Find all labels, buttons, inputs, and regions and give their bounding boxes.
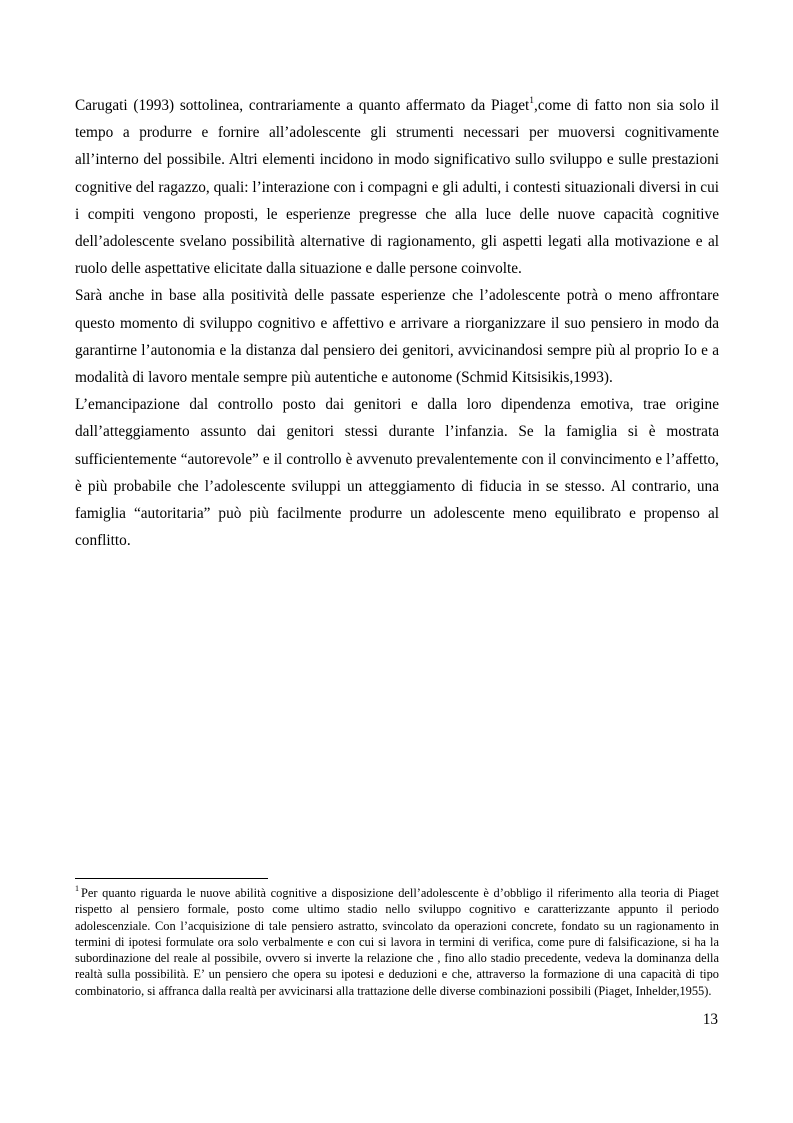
footnote-text: Per quanto riguarda le nuove abilità cognitive a disposizione dell’adolescente è d’obbligo il riferimento alla teoria di Piaget rispetto al pensiero formale, posto come ultimo stadio nello sviluppo cognitivo e caratterizzante appunto il periodo adolescenziale. Con l’acquisizione di tale pensiero astratto, svincolato da operazioni concrete, fondato su un ragionamento in termini di ipotesi formulate ora solo verbalmente e con cui si lavora in termini di verifica, come pure di falsificazione, si ha la subordinazione del reale al possibile, ovvero si inverte la relazione che , fino allo stadio precedente, vedeva la dominanza della realtà sulla possibilità. E’ un pensiero che opera su ipotesi e deduzioni e che, attraverso la formazione di una capacità di tipo combinatorio, si affranca dalla realtà per avvicinarsi alla trattazione delle diverse combinazioni possibili (Piaget, Inhelder,1955). [75,886,719,998]
body-text [75,92,719,554]
footnote-separator [75,878,268,879]
paragraph-carugati [75,92,719,282]
footnote-1 [75,885,719,999]
footnote-reference-1[interactable]: 1 [529,95,535,106]
paragraph-emancipazione: L’emancipazione dal controllo posto dai genitori e dalla loro dipendenza emotiva, trae origine dall’atteggiamento assunto dai genitori stessi durante l’infanzia. Se la famiglia si è mostrata sufficientemente “autorevole” e il controllo è avvenuto prevalentemente con il convincimento e l’affetto, è più probabile che l’adolescente sviluppi un atteggiamento di fiducia in se stesso. Al contrario, una famiglia “autoritaria” può più facilmente produrre un adolescente meno equilibrato e propenso al conflitto. [75,396,719,550]
paragraph-1-text-end: ,come di fatto non sia solo il tempo a produrre e fornire all’adolescente gli strumenti necessari per muoversi cognitivamente all’interno del possibile. Altri elementi incidono in modo significativo sullo sviluppo e sulle prestazioni cognitive del ragazzo, quali: l’interazione con i compagni e gli adulti, i contesti situazionali diversi in cui i compiti vengono proposti, le esperienze pregresse che alla luce delle nuove capacità cognitive dell’adolescente svelano possibilità alternative di ragionamento, gli aspetti legati alla motivazione e al ruolo delle aspettative elicitate dalla situazione e dalle persone coinvolte. [75,97,719,278]
paragraph-1-text-start: Carugati (1993) sottolinea, contrariamente a quanto affermato da Piaget [75,97,530,114]
footnote-marker: 1 [75,883,79,893]
paragraph-esperienze: Sarà anche in base alla positività delle passate esperienze che l’adolescente potrà o meno affrontare questo momento di sviluppo cognitivo e affettivo e arrivare a riorganizzare il suo pensiero in modo da garantirne l’autonomia e la distanza dal pensiero dei genitori, avvicinandosi sempre più al proprio Io e a modalità di lavoro mentale sempre più autentiche e autonome (Schmid Kitsisikis,1993). [75,287,719,387]
page-number: 13 [702,1011,718,1028]
